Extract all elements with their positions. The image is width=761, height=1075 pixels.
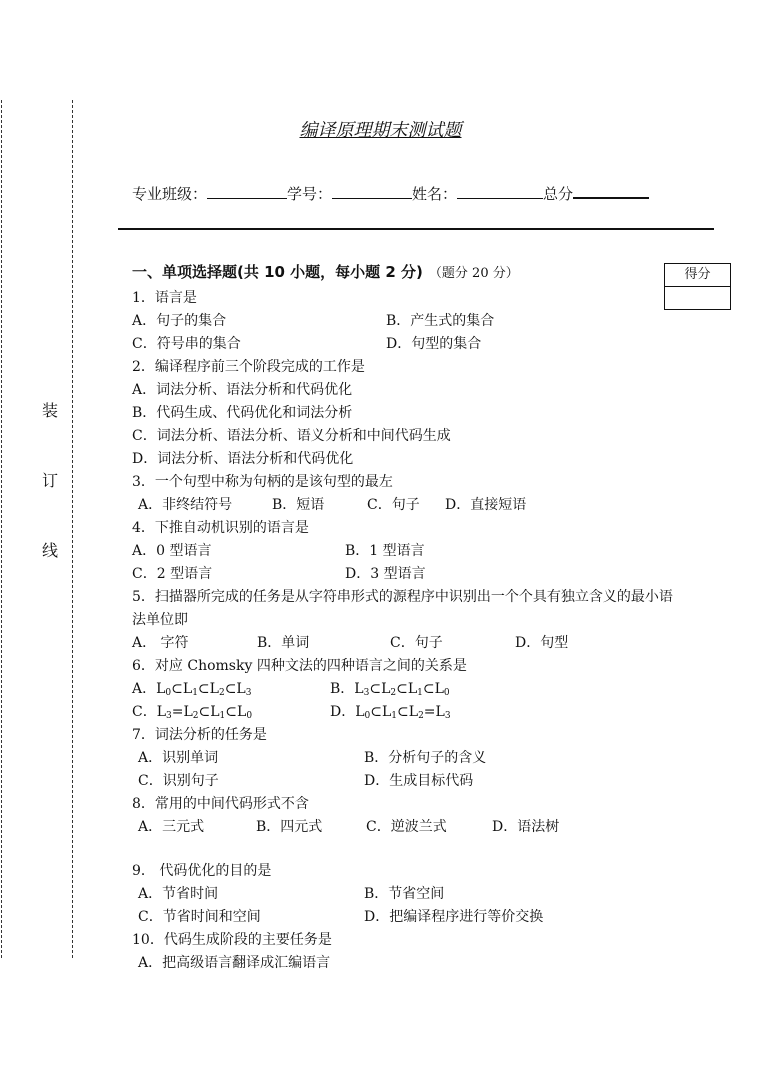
header-divider	[118, 228, 714, 230]
question-1-option-a: A．句子的集合	[132, 313, 227, 329]
binding-char-zhuang: 装	[42, 401, 59, 420]
binding-line-outer	[1, 100, 2, 958]
question-2-option-b: B．代码生成、代码优化和词法分析	[132, 405, 353, 421]
question-9-stem: 9． 代码优化的目的是	[132, 863, 272, 879]
question-5-option-a: A． 字符	[132, 635, 189, 651]
question-10-stem: 10．代码生成阶段的主要任务是	[132, 932, 332, 948]
question-8-option-a: A．三元式	[138, 819, 205, 835]
question-8-option-b: B．四元式	[256, 819, 323, 835]
question-2-option-d: D．词法分析、语法分析和代码优化	[132, 451, 354, 467]
question-3-option-a: A．非终结符号	[138, 497, 233, 513]
binding-line-inner	[72, 100, 73, 958]
question-8-option-d: D．语法树	[492, 819, 560, 835]
question-4-option-a: A．0 型语言	[132, 543, 212, 559]
id-blank[interactable]	[332, 184, 412, 199]
score-box	[664, 263, 731, 310]
question-4-stem: 4．下推自动机识别的语言是	[132, 520, 309, 536]
total-blank[interactable]	[573, 183, 649, 199]
student-info-row	[132, 183, 649, 204]
question-3-option-d: D．直接短语	[445, 497, 527, 513]
question-7-option-c: C．识别句子	[138, 773, 219, 789]
question-2-stem: 2．编译程序前三个阶段完成的工作是	[132, 359, 365, 375]
class-label: 专业班级：	[132, 185, 208, 203]
binding-char-xian: 线	[42, 541, 59, 560]
question-2-option-c: C．词法分析、语法分析、语义分析和中间代码生成	[132, 428, 451, 444]
section-heading-text: 一、单项选择题(共 10 小题，每小题 2 分)	[132, 263, 423, 281]
question-1-stem: 1．语言是	[132, 290, 197, 306]
question-4-option-c: C．2 型语言	[132, 566, 213, 582]
question-10-option-a: A．把高级语言翻译成汇编语言	[138, 955, 331, 971]
question-6-option-b: B．$L_3\subset L_2\subset L_1\subset L_0$	[330, 681, 450, 698]
score-cell[interactable]	[665, 287, 730, 309]
question-1-option-c: C．符号串的集合	[132, 336, 241, 352]
binding-char-ding: 订	[42, 471, 59, 490]
question-9-option-d: D．把编译程序进行等价交换	[364, 909, 544, 925]
question-3-option-c: C．句子	[367, 497, 420, 513]
question-1-option-d: D．句型的集合	[386, 336, 482, 352]
question-9-option-b: B．节省空间	[364, 886, 445, 902]
question-5-stem: 5．扫描器所完成的任务是从字符串形式的源程序中识别出一个个具有独立含义的最小语	[132, 589, 673, 605]
question-2-option-a: A．词法分析、语法分析和代码优化	[132, 382, 353, 398]
question-9-option-a: A．节省时间	[138, 886, 219, 902]
question-7-stem: 7．词法分析的任务是	[132, 727, 267, 743]
question-7-option-b: B．分析句子的含义	[364, 750, 487, 766]
name-label: 姓名：	[412, 185, 458, 203]
question-7-option-a: A．识别单词	[138, 750, 219, 766]
question-3-stem: 3．一个句型中称为句柄的是该句型的最左	[132, 474, 393, 490]
question-6-option-d: D．$L_0\subset L_1\subset L_2=L_3$	[330, 704, 451, 721]
total-label: 总分	[543, 185, 574, 203]
question-6-stem: 6．对应 Chomsky 四种文法的四种语言之间的关系是	[132, 658, 467, 674]
section-heading	[132, 261, 519, 282]
question-8-stem: 8．常用的中间代码形式不含	[132, 796, 309, 812]
question-1-option-b: B．产生式的集合	[386, 313, 495, 329]
question-5-option-c: C．句子	[390, 635, 443, 651]
question-5-option-b: B．单词	[257, 635, 310, 651]
section-score-note: （题分 20 分）	[428, 266, 519, 281]
question-7-option-d: D．生成目标代码	[364, 773, 474, 789]
score-label: 得分	[665, 264, 730, 287]
question-3-option-b: B．短语	[272, 497, 325, 513]
class-blank[interactable]	[207, 184, 287, 199]
question-6-option-a: A．$L_0\subset L_1\subset L_2\subset L_3$	[132, 681, 252, 698]
question-6-option-c: C．$L_3=L_2\subset L_1\subset L_0$	[132, 704, 253, 721]
question-5-stem-cont: 法单位即	[132, 612, 188, 628]
id-label: 学号：	[287, 185, 333, 203]
question-4-option-b: B．1 型语言	[345, 543, 425, 559]
question-5-option-d: D．句型	[515, 635, 569, 651]
name-blank[interactable]	[457, 184, 543, 199]
exam-title: 编译原理期末测试题	[299, 120, 462, 141]
question-4-option-d: D．3 型语言	[345, 566, 426, 582]
question-9-option-c: C．节省时间和空间	[138, 909, 261, 925]
question-8-option-c: C．逆波兰式	[366, 819, 447, 835]
